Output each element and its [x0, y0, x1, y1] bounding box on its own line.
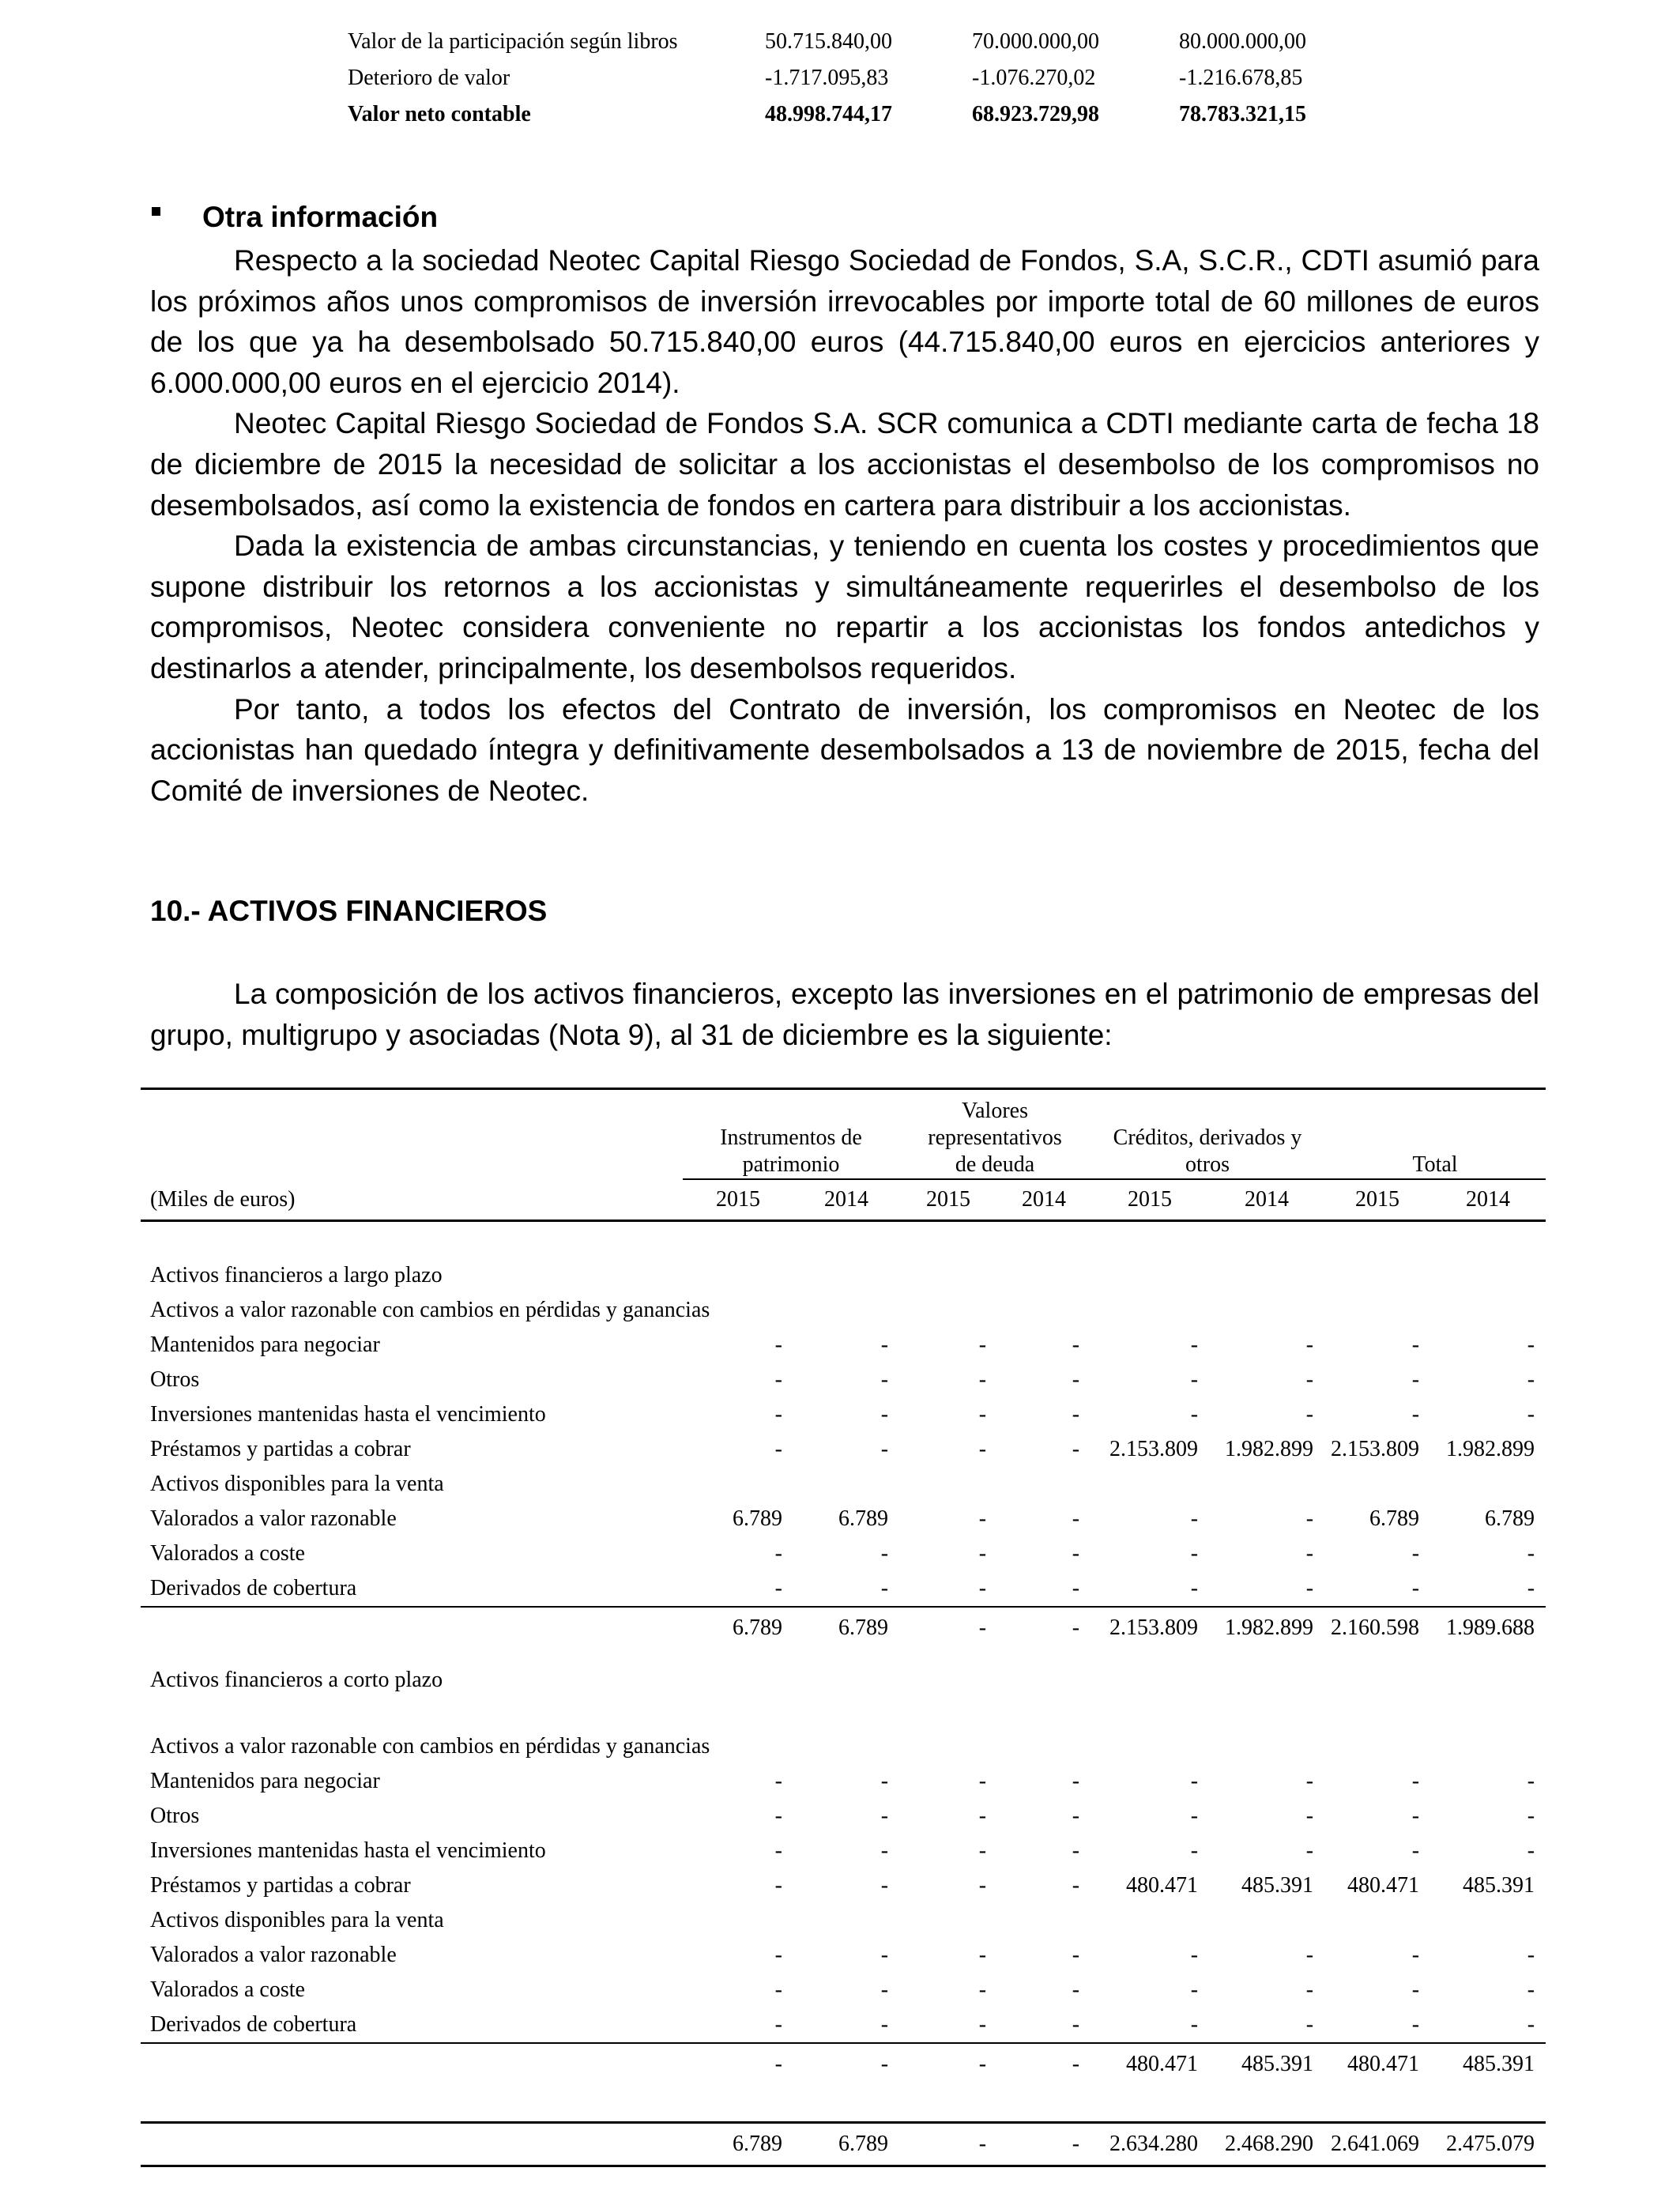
- otra-informacion-body: [150, 240, 1539, 811]
- value-cell: -: [880, 1977, 889, 2002]
- value-cell: -: [978, 1437, 987, 1461]
- row-label: Otros: [150, 1804, 200, 1828]
- value-cell: -: [978, 1873, 987, 1898]
- group-header-total: [1324, 1089, 1546, 1180]
- value-cell: -: [1305, 1402, 1314, 1427]
- value-cell: -: [1411, 1367, 1420, 1392]
- value-cell: -: [1072, 1873, 1080, 1898]
- value-cell: -: [1190, 1367, 1199, 1392]
- value-cell: -: [774, 1977, 782, 2002]
- value-cell: -: [1411, 1977, 1420, 2002]
- value-cell: -: [978, 1576, 987, 1600]
- table-row: [141, 1973, 1546, 2007]
- value-cell: -: [774, 1873, 782, 1898]
- value-cell: -: [1305, 1769, 1314, 1793]
- category-row: [141, 1258, 1546, 1293]
- value-cell: -: [880, 1402, 889, 1427]
- subtotal-row: [141, 1607, 1546, 1649]
- table-row: [141, 2007, 1546, 2043]
- value-cell: -: [774, 2012, 782, 2037]
- section-heading-activos-financieros: 10.- ACTIVOS FINANCIEROS: [150, 895, 548, 927]
- value-cell: -: [1305, 1804, 1314, 1828]
- group-header-instrumentos: [683, 1089, 899, 1180]
- value-cell: -: [997, 2123, 1090, 2166]
- value-cell: -: [978, 1506, 987, 1531]
- value-cell: 2.153.809: [1090, 1607, 1209, 1649]
- row-label: Activos disponibles para la venta: [150, 1472, 444, 1496]
- participation-value-table: [348, 24, 1386, 133]
- value-cell: -: [1305, 1943, 1314, 1967]
- category-row: [141, 1903, 1546, 1938]
- value-cell: 6.789: [683, 2123, 793, 2166]
- row-label: [141, 2043, 683, 2085]
- value-cell: -: [1072, 1367, 1080, 1392]
- value-cell: -: [1411, 1402, 1420, 1427]
- year-header: 2014: [1430, 1179, 1546, 1221]
- paragraph: Respecto a la sociedad Neotec Capital Riesgo Sociedad de Fondos, S.A, S.C.R., CDTI asumió para los próximos años unos compromisos de inversión irrevocables por importe total de 60 millones de euros de los que ya ha desembolsado 50.715.840,00 euros (44.715.840,00 euros en ejercicios anteriores y 6.000.000,00 euros en el ejercicio 2014).: [150, 244, 1539, 399]
- value-cell: 80.000.000,00: [1179, 29, 1306, 54]
- value-cell: 50.715.840,00: [765, 29, 892, 54]
- group-header-line: otros: [1185, 1152, 1230, 1177]
- value-cell: -: [978, 1367, 987, 1392]
- group-header-line: Instrumentos de: [720, 1125, 862, 1150]
- value-cell: 485.391: [1241, 1873, 1314, 1898]
- value-cell: -: [1072, 1838, 1080, 1863]
- table-row: [141, 1502, 1546, 1536]
- table-row: [141, 1432, 1546, 1467]
- group-header-line: Total: [1412, 1152, 1458, 1177]
- value-cell: 485.391: [1209, 2043, 1324, 2085]
- group-header-line: Créditos, derivados y: [1113, 1125, 1302, 1150]
- table-row: [141, 1938, 1546, 1973]
- value-cell: -: [1072, 1402, 1080, 1427]
- value-cell: -: [1305, 1576, 1314, 1600]
- row-label: Activos disponibles para la venta: [150, 1908, 444, 1932]
- value-cell: -: [1411, 1541, 1420, 1566]
- group-header-line: Valores: [962, 1099, 1028, 1123]
- value-cell: 6.789: [683, 1607, 793, 1649]
- group-header-creditos: [1090, 1089, 1324, 1180]
- section-heading-otra-informacion: Otra información: [202, 201, 439, 233]
- value-cell: -: [774, 1769, 782, 1793]
- value-cell: -: [880, 1873, 889, 1898]
- value-cell: 6.789: [838, 1506, 889, 1531]
- category-row: [141, 1729, 1546, 1764]
- value-cell: -: [899, 1607, 997, 1649]
- table-row: [141, 1764, 1546, 1799]
- value-cell: -: [774, 1804, 782, 1828]
- value-cell: 68.923.729,98: [972, 102, 1099, 126]
- value-cell: -: [1411, 1333, 1420, 1357]
- group-header-valores: [899, 1089, 1090, 1180]
- top-table-row: [348, 60, 1386, 96]
- value-cell: 480.471: [1347, 1873, 1420, 1898]
- years-header-row: [141, 1179, 1546, 1221]
- value-cell: -: [978, 1333, 987, 1357]
- value-cell: -: [978, 1541, 987, 1566]
- table-row: [141, 1868, 1546, 1903]
- row-label: Préstamos y partidas a cobrar: [150, 1437, 411, 1461]
- value-cell: -: [774, 1576, 782, 1600]
- value-cell: -: [899, 2123, 997, 2166]
- value-cell: -: [880, 1804, 889, 1828]
- row-label: Valor neto contable: [348, 102, 531, 126]
- value-cell: 1.982.899: [1446, 1437, 1535, 1461]
- value-cell: -: [1305, 1506, 1314, 1531]
- value-cell: -: [880, 1333, 889, 1357]
- value-cell: -: [978, 1402, 987, 1427]
- table-row: [141, 1536, 1546, 1571]
- top-table-row: [348, 96, 1386, 133]
- value-cell: -: [1072, 1333, 1080, 1357]
- value-cell: -: [683, 2043, 793, 2085]
- value-cell: 2.153.809: [1331, 1437, 1420, 1461]
- grandtotal-row: [141, 2123, 1546, 2166]
- value-cell: -1.216.678,85: [1179, 66, 1303, 90]
- value-cell: 1.982.899: [1209, 1607, 1324, 1649]
- value-cell: 6.789: [793, 1607, 899, 1649]
- value-cell: -: [1305, 2012, 1314, 2037]
- value-cell: 6.789: [793, 2123, 899, 2166]
- row-label: Mantenidos para negociar: [150, 1769, 380, 1793]
- row-label: Valorados a valor razonable: [150, 1506, 397, 1531]
- value-cell: -1.717.095,83: [765, 66, 889, 90]
- value-cell: -: [1072, 2012, 1080, 2037]
- value-cell: -: [1411, 1769, 1420, 1793]
- value-cell: -: [880, 1437, 889, 1461]
- value-cell: -: [1305, 1541, 1314, 1566]
- category-row: [141, 1293, 1546, 1328]
- value-cell: -: [1305, 1367, 1314, 1392]
- value-cell: -: [1190, 1576, 1199, 1600]
- value-cell: 2.475.079: [1430, 2123, 1546, 2166]
- group-header-line: de deuda: [955, 1152, 1035, 1177]
- value-cell: -: [899, 2043, 997, 2085]
- paragraph: Por tanto, a todos los efectos del Contrato de inversión, los compromisos en Neotec de los accionistas han quedado íntegra y definitivamente desembolsados a 13 de noviembre de 2015, fecha del Comité de inversiones de Neotec.: [150, 692, 1539, 807]
- table-row: [141, 1397, 1546, 1432]
- value-cell: 2.153.809: [1109, 1437, 1199, 1461]
- square-bullet-icon: [152, 207, 160, 216]
- value-cell: -: [880, 1576, 889, 1600]
- value-cell: -: [1527, 1576, 1535, 1600]
- value-cell: -: [978, 1977, 987, 2002]
- value-cell: 480.471: [1324, 2043, 1430, 2085]
- table-row: [141, 1571, 1546, 1607]
- value-cell: -: [1527, 1977, 1535, 2002]
- value-cell: 1.982.899: [1225, 1437, 1314, 1461]
- subtotal-row: [141, 2043, 1546, 2085]
- value-cell: 1.989.688: [1430, 1607, 1546, 1649]
- row-label: Activos a valor razonable con cambios en pérdidas y ganancias: [150, 1298, 710, 1322]
- value-cell: -: [1527, 1943, 1535, 1967]
- row-label: Valor de la participación según libros: [348, 29, 678, 54]
- value-cell: -: [1305, 1977, 1314, 2002]
- row-label: Inversiones mantenidas hasta el vencimiento: [150, 1838, 546, 1863]
- table-row: [141, 1834, 1546, 1868]
- value-cell: -: [880, 1838, 889, 1863]
- row-label: Valorados a valor razonable: [150, 1943, 397, 1967]
- row-label: Valorados a coste: [150, 1977, 305, 2002]
- table-row: [141, 1363, 1546, 1397]
- year-header: 2014: [997, 1179, 1090, 1221]
- row-label: [141, 1607, 683, 1649]
- value-cell: -: [1411, 1838, 1420, 1863]
- units-label: (Miles de euros): [141, 1179, 683, 1221]
- value-cell: -: [774, 1402, 782, 1427]
- value-cell: 70.000.000,00: [972, 29, 1099, 54]
- value-cell: 48.998.744,17: [765, 102, 892, 126]
- value-cell: -: [1072, 1769, 1080, 1793]
- year-header: 2015: [1090, 1179, 1209, 1221]
- category-row: [141, 1649, 1546, 1693]
- value-cell: -: [1527, 1838, 1535, 1863]
- table-row: [141, 1799, 1546, 1834]
- value-cell: 2.641.069: [1324, 2123, 1430, 2166]
- value-cell: -: [1190, 1333, 1199, 1357]
- group-header-row: [141, 1089, 1546, 1180]
- row-label: Deterioro de valor: [348, 66, 510, 90]
- value-cell: -: [1190, 2012, 1199, 2037]
- value-cell: -: [978, 1769, 987, 1793]
- value-cell: -: [880, 1769, 889, 1793]
- row-label: Derivados de cobertura: [150, 1576, 357, 1600]
- year-header: 2014: [793, 1179, 899, 1221]
- value-cell: -: [1411, 1804, 1420, 1828]
- value-cell: -: [1305, 1838, 1314, 1863]
- value-cell: -: [1072, 1943, 1080, 1967]
- value-cell: -: [1072, 1437, 1080, 1461]
- row-label: Derivados de cobertura: [150, 2012, 357, 2037]
- value-cell: -: [774, 1333, 782, 1357]
- row-label: Valorados a coste: [150, 1541, 305, 1566]
- value-cell: -: [1305, 1333, 1314, 1357]
- spacer-row: [141, 1221, 1546, 1259]
- value-cell: -: [1527, 1541, 1535, 1566]
- value-cell: -1.076.270,02: [972, 66, 1096, 90]
- value-cell: -: [997, 2043, 1090, 2085]
- value-cell: -: [978, 1943, 987, 1967]
- value-cell: -: [880, 1367, 889, 1392]
- spacer-row: [141, 2085, 1546, 2123]
- paragraph: Neotec Capital Riesgo Sociedad de Fondos S.A. SCR comunica a CDTI mediante carta de fecha 18 de diciembre de 2015 la necesidad de solicitar a los accionistas el desembolso de los compromisos no desembolsados, así como la existencia de fondos en cartera para distribuir a los accionistas.: [150, 407, 1539, 522]
- value-cell: -: [1527, 1769, 1535, 1793]
- year-header: 2015: [899, 1179, 997, 1221]
- value-cell: -: [1190, 1838, 1199, 1863]
- value-cell: -: [880, 1541, 889, 1566]
- value-cell: 2.160.598: [1324, 1607, 1430, 1649]
- value-cell: -: [1190, 1977, 1199, 2002]
- row-label: Activos a valor razonable con cambios en pérdidas y ganancias: [150, 1734, 710, 1759]
- value-cell: -: [1190, 1402, 1199, 1427]
- value-cell: -: [1527, 2012, 1535, 2037]
- category-row: [141, 1467, 1546, 1502]
- value-cell: 480.471: [1126, 1873, 1199, 1898]
- group-header-line: representativos: [928, 1125, 1062, 1150]
- value-cell: -: [880, 1943, 889, 1967]
- value-cell: -: [774, 1437, 782, 1461]
- row-label: Préstamos y partidas a cobrar: [150, 1873, 411, 1898]
- paragraph: Dada la existencia de ambas circunstancias, y teniendo en cuenta los costes y procedimientos que supone distribuir los retornos a los accionistas y simultáneamente requerirles el desembolso de los compromisos, Neotec considera conveniente no repartir a los accionistas los fondos antedichos y destinarlos a atender, principalmente, los desembolsos requeridos.: [150, 530, 1539, 684]
- value-cell: 6.789: [1369, 1506, 1420, 1531]
- value-cell: -: [978, 1804, 987, 1828]
- value-cell: -: [1527, 1367, 1535, 1392]
- value-cell: -: [880, 2012, 889, 2037]
- value-cell: -: [1072, 1804, 1080, 1828]
- value-cell: -: [774, 1943, 782, 1967]
- spacer-row: [141, 1693, 1546, 1729]
- value-cell: -: [1411, 1576, 1420, 1600]
- intro-paragraph: La composición de los activos financieros, excepto las inversiones en el patrimonio de empresas del grupo, multigrupo y asociadas (Nota 9), al 31 de diciembre es la siguiente:: [150, 978, 1539, 1051]
- row-label: Mantenidos para negociar: [150, 1333, 380, 1357]
- value-cell: -: [774, 1838, 782, 1863]
- value-cell: -: [1527, 1804, 1535, 1828]
- value-cell: -: [793, 2043, 899, 2085]
- value-cell: -: [1527, 1333, 1535, 1357]
- value-cell: -: [1527, 1402, 1535, 1427]
- row-label: Activos financieros a largo plazo: [150, 1263, 443, 1287]
- value-cell: -: [1190, 1506, 1199, 1531]
- row-label: Otros: [150, 1367, 200, 1392]
- value-cell: 6.789: [733, 1506, 782, 1531]
- value-cell: -: [1411, 1943, 1420, 1967]
- value-cell: -: [774, 1541, 782, 1566]
- value-cell: -: [1072, 1506, 1080, 1531]
- value-cell: -: [774, 1367, 782, 1392]
- year-header: 2015: [683, 1179, 793, 1221]
- value-cell: -: [1190, 1943, 1199, 1967]
- value-cell: -: [997, 1607, 1090, 1649]
- year-header: 2014: [1209, 1179, 1324, 1221]
- value-cell: 485.391: [1430, 2043, 1546, 2085]
- financial-assets-table: [141, 1088, 1546, 2167]
- value-cell: -: [1072, 1541, 1080, 1566]
- row-label: Activos financieros a corto plazo: [150, 1668, 443, 1692]
- value-cell: 2.468.290: [1209, 2123, 1324, 2166]
- value-cell: 485.391: [1463, 1873, 1535, 1898]
- row-label: Inversiones mantenidas hasta el vencimiento: [150, 1402, 546, 1427]
- value-cell: 2.634.280: [1090, 2123, 1209, 2166]
- year-header: 2015: [1324, 1179, 1430, 1221]
- value-cell: 480.471: [1090, 2043, 1209, 2085]
- value-cell: -: [1190, 1769, 1199, 1793]
- group-header-line: patrimonio: [742, 1152, 840, 1177]
- row-label: [141, 2123, 683, 2166]
- value-cell: -: [1411, 2012, 1420, 2037]
- value-cell: -: [1072, 1576, 1080, 1600]
- top-table-row: [348, 24, 1386, 60]
- value-cell: -: [978, 1838, 987, 1863]
- value-cell: -: [978, 2012, 987, 2037]
- value-cell: -: [1190, 1804, 1199, 1828]
- value-cell: 6.789: [1485, 1506, 1535, 1531]
- table-row: [141, 1328, 1546, 1363]
- value-cell: 78.783.321,15: [1179, 102, 1306, 126]
- value-cell: -: [1190, 1541, 1199, 1566]
- value-cell: -: [1072, 1977, 1080, 2002]
